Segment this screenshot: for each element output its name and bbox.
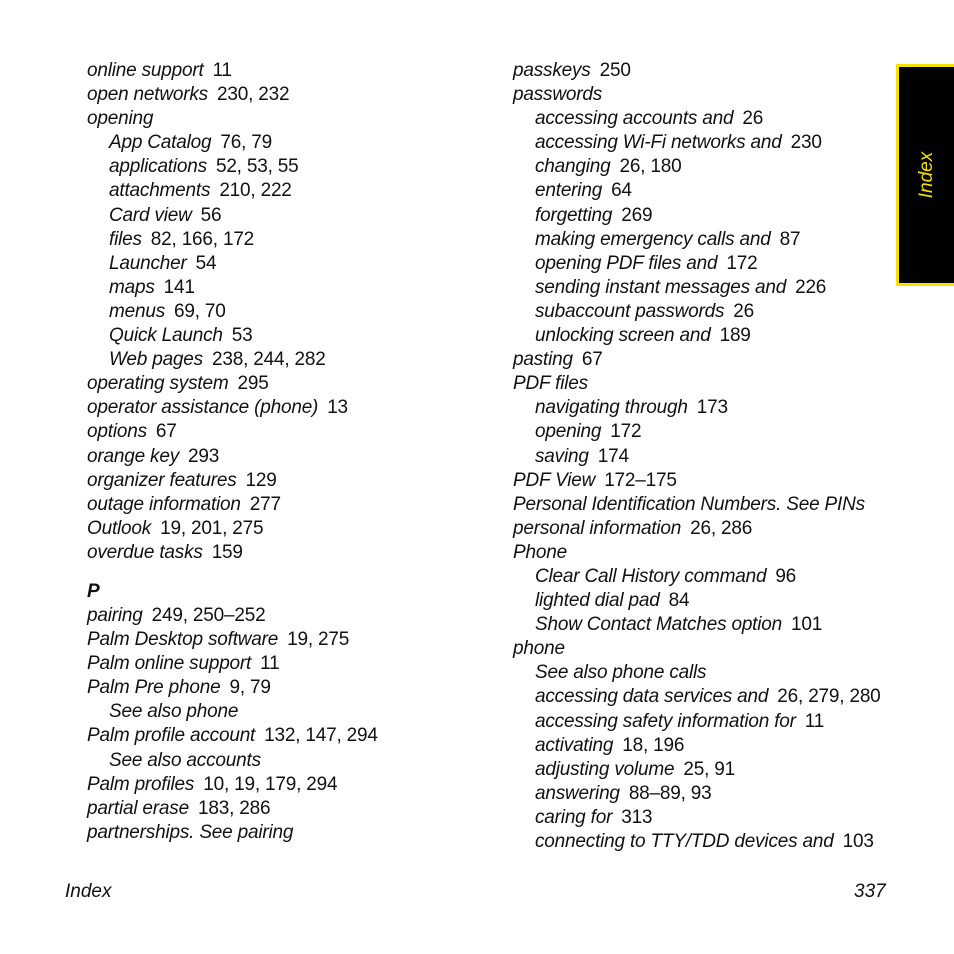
index-entry (87, 420, 487, 444)
index-entry (87, 628, 487, 652)
index-subentry (87, 300, 487, 324)
index-term: personal information (513, 517, 682, 539)
index-page-refs: 172 (726, 252, 758, 274)
index-subentry (513, 685, 893, 709)
index-term: Launcher (109, 252, 187, 274)
index-term: Palm Desktop software (87, 629, 279, 651)
index-term: Phone (513, 541, 567, 563)
index-entry (87, 604, 487, 628)
index-subentry (513, 613, 893, 637)
index-term: operator assistance (phone) (87, 397, 319, 419)
index-page-refs: 96 (775, 565, 797, 587)
index-subentry (87, 276, 487, 300)
index-page-refs: 11 (260, 653, 280, 675)
index-subentry (513, 782, 893, 806)
index-subentry (513, 276, 893, 300)
index-page-refs: 53 (231, 325, 253, 347)
index-entry (87, 541, 487, 565)
index-term: applications (109, 156, 207, 178)
index-subentry (87, 131, 487, 155)
index-term: passkeys (513, 60, 591, 81)
index-term: organizer features (87, 469, 237, 491)
index-subentry (513, 589, 893, 613)
index-subentry (87, 179, 487, 203)
index-entry (87, 372, 487, 396)
index-term: overdue tasks (87, 541, 203, 563)
index-entry (513, 372, 893, 396)
index-page-refs: 56 (200, 204, 222, 226)
index-subentry (513, 758, 893, 782)
index-page-refs: 26 (742, 108, 764, 130)
index-page-refs: 88–89, 93 (628, 782, 712, 804)
index-term: changing (535, 156, 611, 178)
index-term: PDF files (513, 373, 588, 395)
index-entry (87, 83, 487, 107)
index-entry (87, 797, 487, 821)
index-page-refs: 101 (791, 614, 823, 636)
index-entry (87, 652, 487, 676)
index-page-refs: 189 (719, 325, 751, 347)
index-page-refs: 13 (327, 397, 348, 419)
index-entry (87, 493, 487, 517)
index-entry (87, 676, 487, 700)
index-term: navigating through (535, 397, 688, 419)
index-page-refs: 25, 91 (683, 758, 736, 780)
index-term: caring for (535, 806, 613, 828)
index-page-refs: 173 (696, 397, 728, 419)
index-entry (87, 821, 487, 845)
index-page-refs: 277 (249, 493, 281, 515)
index-term: Palm profiles (87, 773, 195, 795)
index-page-refs: 238, 244, 282 (211, 349, 326, 371)
index-page-refs: 249, 250–252 (151, 604, 266, 626)
index-column-left (87, 59, 487, 845)
index-subentry (87, 228, 487, 252)
index-term: making emergency calls and (535, 228, 771, 250)
index-subentry (513, 445, 893, 469)
index-subentry (513, 252, 893, 276)
index-term: orange key (87, 445, 180, 467)
index-subentry (513, 420, 893, 444)
index-term: Card view (109, 204, 192, 226)
index-page-refs: 11 (804, 710, 825, 732)
index-subentry (513, 710, 893, 734)
index-subentry (513, 324, 893, 348)
index-page-refs: 103 (842, 831, 874, 852)
index-page-refs: 183, 286 (197, 797, 271, 819)
index-page-refs: 26, 286 (690, 517, 753, 539)
index-page-refs: 26 (733, 300, 755, 322)
index-subentry (87, 700, 487, 724)
index-subentry (513, 396, 893, 420)
index-page-refs: 87 (779, 228, 801, 250)
index-page-refs: 226 (795, 276, 827, 298)
index-entry (87, 59, 487, 83)
index-term: pairing (87, 604, 143, 626)
index-subentry (87, 348, 487, 372)
index-term: Palm online support (87, 653, 252, 675)
index-page-refs: 26, 279, 280 (777, 686, 881, 708)
index-page-refs: 313 (621, 806, 653, 828)
index-page-refs: 67 (581, 349, 603, 371)
index-page-refs: 141 (163, 276, 195, 298)
index-entry (87, 107, 487, 131)
index-page-refs: 210, 222 (219, 180, 292, 202)
index-side-tab (896, 64, 954, 286)
index-entry (513, 493, 893, 517)
index-term: opening PDF files and (535, 252, 718, 274)
index-subentry (513, 300, 893, 324)
index-page-refs: 11 (212, 60, 232, 81)
index-term: accessing accounts and (535, 108, 734, 130)
index-term: accessing data services and (535, 686, 769, 708)
index-page-refs: 129 (245, 469, 277, 491)
index-letter-heading: P (87, 580, 100, 602)
index-term: pasting (513, 349, 573, 371)
index-entry (87, 773, 487, 797)
index-term: accessing safety information for (535, 710, 796, 732)
index-term: maps (109, 276, 155, 298)
index-term: adjusting volume (535, 758, 675, 780)
index-term: outage information (87, 493, 241, 515)
index-page-refs: 64 (611, 180, 632, 202)
index-term: answering (535, 782, 620, 804)
index-page-refs: 174 (597, 445, 629, 467)
index-column-right (513, 59, 893, 854)
index-subentry (513, 661, 893, 685)
index-subentry (513, 155, 893, 179)
index-entry (513, 59, 893, 83)
index-subentry (513, 565, 893, 589)
index-subentry (87, 252, 487, 276)
index-term: connecting to TTY/TDD devices and (535, 831, 834, 852)
index-term: See also phone calls (535, 662, 707, 684)
index-term: See also accounts (109, 749, 261, 771)
index-subentry (513, 131, 893, 155)
index-page-refs: 82, 166, 172 (150, 228, 255, 250)
index-term: options (87, 421, 147, 443)
index-page-refs: 9, 79 (229, 677, 271, 699)
index-page-refs: 26, 180 (619, 156, 682, 178)
index-term: App Catalog (109, 132, 212, 154)
index-term: PDF View (513, 469, 596, 491)
index-term: partnerships. See pairing (87, 821, 294, 843)
index-subentry (513, 107, 893, 131)
index-term: operating system (87, 373, 229, 395)
index-term: saving (535, 445, 589, 467)
index-page-refs: 52, 53, 55 (215, 156, 299, 178)
index-entry (87, 396, 487, 420)
index-term: Show Contact Matches option (535, 614, 783, 636)
index-term: sending instant messages and (535, 276, 787, 298)
index-term: entering (535, 180, 603, 202)
index-subentry (87, 749, 487, 773)
index-term: Quick Launch (109, 325, 223, 347)
index-page-refs: 76, 79 (220, 132, 273, 154)
index-page-refs: 84 (668, 590, 690, 612)
index-page-refs: 67 (155, 421, 177, 443)
index-page-refs: 172–175 (604, 469, 677, 491)
index-subentry (513, 830, 893, 854)
index-page-refs: 159 (211, 541, 243, 563)
index-term: subaccount passwords (535, 300, 725, 322)
index-entry (513, 348, 893, 372)
index-subentry (87, 155, 487, 179)
index-entry (87, 517, 487, 541)
index-term: accessing Wi-Fi networks and (535, 132, 782, 154)
index-entry (513, 469, 893, 493)
index-term: opening (535, 421, 602, 443)
index-subentry (513, 228, 893, 252)
index-subentry (513, 204, 893, 228)
index-page-refs: 132, 147, 294 (264, 725, 378, 747)
index-term: phone (513, 638, 565, 660)
side-tab-label: Index (915, 151, 937, 199)
footer-section-title: Index (65, 881, 112, 902)
index-entry (513, 541, 893, 565)
index-term: attachments (109, 180, 211, 202)
index-term: Web pages (109, 349, 203, 371)
index-page-refs: 18, 196 (622, 734, 685, 756)
index-page-refs: 295 (237, 373, 269, 395)
index-entry (513, 517, 893, 541)
index-page-refs: 230, 232 (216, 84, 290, 106)
index-term: forgetting (535, 204, 613, 226)
index-term: menus (109, 300, 166, 322)
index-page-refs: 293 (188, 445, 220, 467)
index-page-refs: 69, 70 (174, 300, 226, 322)
index-term: files (109, 228, 142, 250)
index-entry (87, 445, 487, 469)
index-term: unlocking screen and (535, 325, 711, 347)
index-page-refs: 19, 201, 275 (160, 517, 264, 539)
index-term: See also phone (109, 701, 239, 723)
index-entry (87, 724, 487, 748)
footer-page-number: 337 (854, 881, 886, 902)
index-page-refs: 250 (599, 60, 631, 81)
index-entry (513, 83, 893, 107)
index-term: opening (87, 108, 154, 130)
index-term: Personal Identification Numbers. See PINs (513, 493, 865, 515)
index-term: Clear Call History command (535, 565, 767, 587)
index-page-refs: 172 (610, 421, 642, 443)
index-term: lighted dial pad (535, 590, 660, 612)
index-term: Palm profile account (87, 725, 256, 747)
index-page-refs: 19, 275 (287, 629, 350, 651)
index-page-refs: 54 (195, 252, 217, 274)
index-subentry (87, 324, 487, 348)
index-subentry (513, 734, 893, 758)
index-term: Palm Pre phone (87, 677, 221, 699)
index-entry (87, 469, 487, 493)
index-term: open networks (87, 84, 208, 106)
index-term: partial erase (87, 797, 189, 819)
index-term: online support (87, 60, 204, 81)
index-term: Outlook (87, 517, 152, 539)
index-subentry (87, 204, 487, 228)
index-entry (513, 637, 893, 661)
index-term: passwords (513, 84, 603, 106)
index-subentry (513, 179, 893, 203)
index-subentry (513, 806, 893, 830)
index-term: activating (535, 734, 614, 756)
index-page-refs: 230 (790, 132, 822, 154)
index-page-refs: 269 (621, 204, 653, 226)
index-page-refs: 10, 19, 179, 294 (203, 773, 338, 795)
